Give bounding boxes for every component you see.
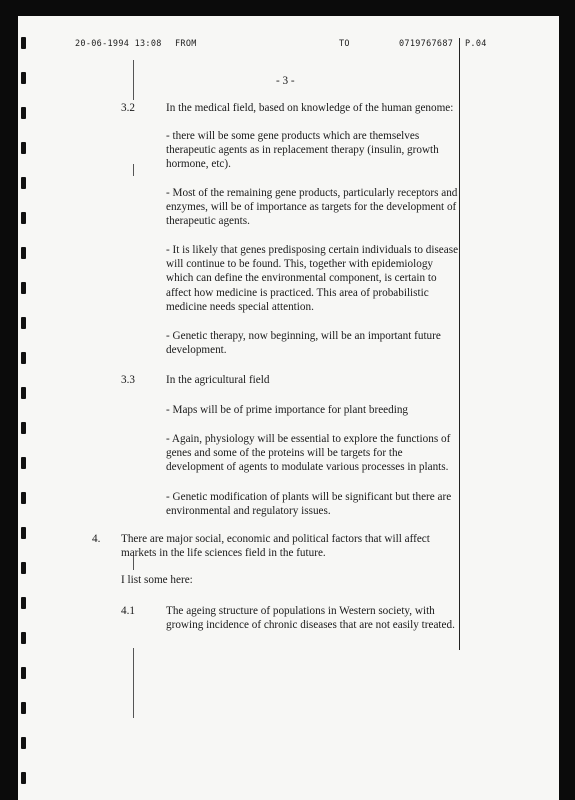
binding-hole — [21, 37, 26, 49]
vertical-scan-line — [459, 38, 460, 650]
margin-mark — [133, 164, 134, 176]
text-line: markets in the life sciences field in the future. — [121, 547, 326, 560]
text-line: growing incidence of chronic diseases that are not easily treated. — [166, 619, 455, 632]
binding-hole — [21, 422, 26, 434]
list-item — [166, 432, 450, 475]
text-line: - Genetic therapy, now beginning, will be an important future — [166, 330, 441, 342]
paragraph — [166, 604, 455, 632]
fax-to-label: TO — [339, 39, 350, 49]
text-line: medicine needs special attention. — [166, 300, 314, 313]
text-line: which can define the environmental component, is certain to — [166, 272, 437, 285]
text-line: hormone, etc). — [166, 158, 231, 171]
document-page — [18, 16, 559, 800]
fax-page: P.04 — [465, 39, 487, 49]
list-item — [166, 490, 451, 518]
text-line: - Most of the remaining gene products, particularly receptors and — [166, 187, 458, 199]
text-line: - Maps will be of prime importance for plant breeding — [166, 404, 409, 416]
text-line: There are major social, economic and political factors that will affect — [121, 533, 430, 545]
list-intro: I list some here: — [121, 574, 193, 586]
text-line: development of agents to modulate various processes in plants. — [166, 461, 449, 474]
text-line: enzymes, will be of importance as targets for the development of — [166, 201, 457, 214]
section-heading: In the medical field, based on knowledge of the human genome: — [166, 102, 454, 114]
fax-from-label: FROM — [175, 39, 197, 49]
margin-mark — [133, 60, 134, 100]
binding-hole — [21, 212, 26, 224]
binding-hole — [21, 667, 26, 679]
section-heading: In the agricultural field — [166, 374, 270, 386]
text-line: genes and some of the proteins will be targets for the — [166, 447, 403, 460]
margin-mark — [133, 648, 134, 718]
text-line: development. — [166, 344, 227, 357]
section-number: 4. — [92, 533, 101, 545]
binding-hole — [21, 772, 26, 784]
text-line: The ageing structure of populations in Western society, with — [166, 605, 435, 617]
binding-hole — [21, 177, 26, 189]
binding-hole — [21, 562, 26, 574]
page-number: - 3 - — [276, 75, 295, 87]
binding-hole — [21, 597, 26, 609]
text-line: - Genetic modification of plants will be significant but there are — [166, 491, 452, 503]
binding-hole — [21, 632, 26, 644]
list-item — [166, 243, 458, 314]
text-line: - It is likely that genes predisposing certain individuals to disease — [166, 244, 459, 256]
paragraph — [121, 532, 430, 560]
fax-datetime: 20-06-1994 13:08 — [75, 39, 162, 49]
fax-number: 0719767687 — [399, 39, 454, 49]
binding-hole — [21, 142, 26, 154]
text-line: will continue to be found. This, together with epidemiology — [166, 258, 434, 271]
binding-hole — [21, 72, 26, 84]
binding-hole — [21, 247, 26, 259]
text-line: therapeutic agents as in replacement therapy (insulin, growth — [166, 144, 439, 157]
text-line: affect how medicine is practiced. This area of probabilistic — [166, 286, 429, 299]
binding-hole — [21, 702, 26, 714]
binding-hole — [21, 282, 26, 294]
section-number: 3.2 — [121, 102, 135, 114]
text-line: therapeutic agents. — [166, 215, 250, 228]
binding-hole — [21, 527, 26, 539]
text-line: environmental and regulatory issues. — [166, 505, 331, 518]
list-item — [166, 129, 439, 172]
list-item — [166, 329, 441, 357]
binding-hole — [21, 107, 26, 119]
section-number: 3.3 — [121, 374, 135, 386]
list-item — [166, 403, 408, 417]
binding-hole — [21, 737, 26, 749]
text-line: - there will be some gene products which are themselves — [166, 130, 420, 142]
binding-hole — [21, 457, 26, 469]
binding-hole — [21, 387, 26, 399]
binding-hole — [21, 352, 26, 364]
binding-hole — [21, 317, 26, 329]
binding-hole — [21, 492, 26, 504]
text-line: - Again, physiology will be essential to explore the functions of — [166, 433, 451, 445]
section-number: 4.1 — [121, 605, 135, 617]
list-item — [166, 186, 457, 229]
